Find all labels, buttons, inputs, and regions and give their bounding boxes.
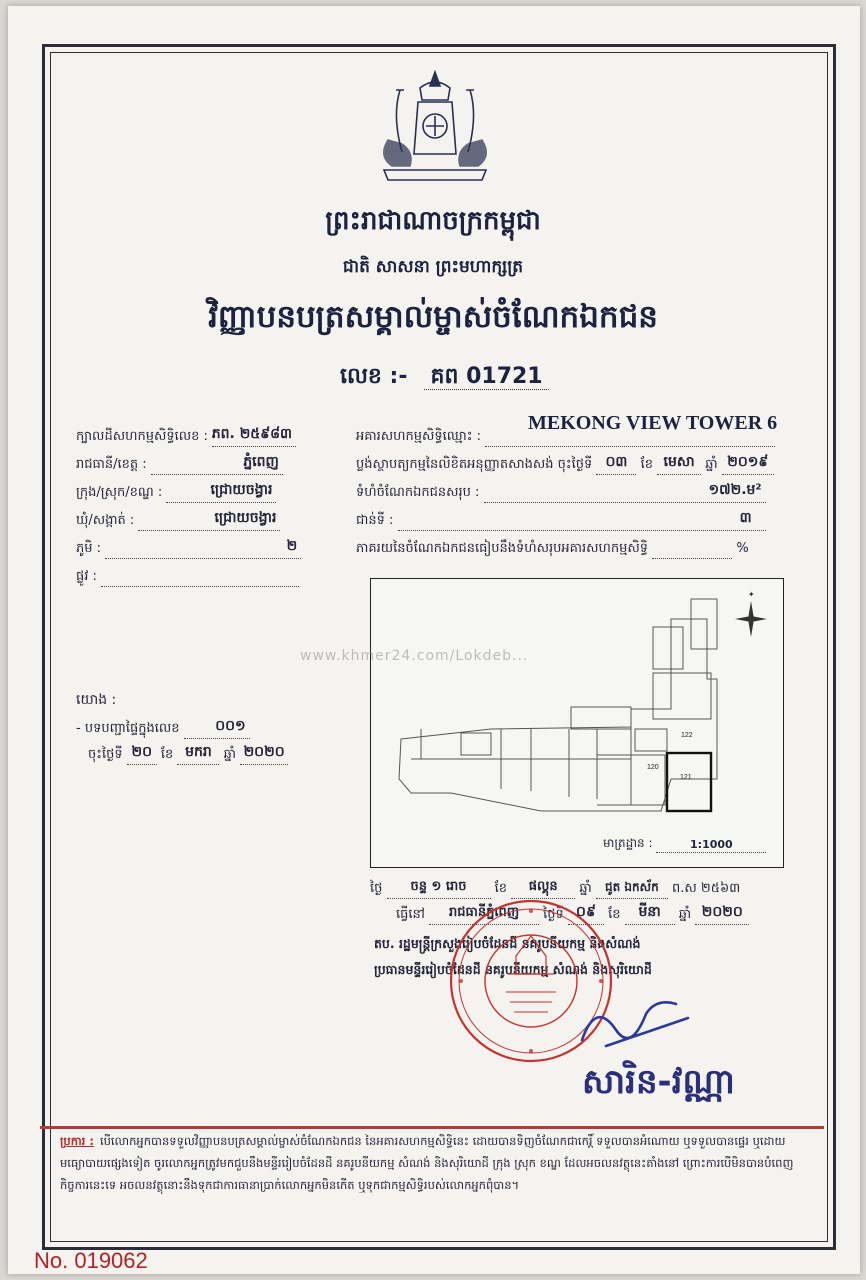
field-village: ភូមិ : ២ (76, 540, 301, 559)
field-private-area: ទំហំចំណែកឯកជនសរុប : ១៧២.ម² (356, 484, 766, 503)
reference-bylaw: - បទបញ្ជាផ្ទៃក្នុងលេខ ០០១ (76, 720, 250, 739)
field-land-title-number: ក្បាលដីសហកម្មសិទ្ធិលេខ : ភព. ២៥៩៨៣ (76, 428, 296, 447)
plan-scale: មាត្រដ្ឋាន : 1:1000 (603, 835, 766, 853)
watermark-text: www.khmer24.com/Lokdeb... (300, 648, 529, 664)
certificate-number-label: លេខ :- (340, 364, 408, 389)
field-street: ផ្លូវ : (76, 568, 299, 587)
field-floor: ជាន់ទី : ៣ (356, 512, 766, 531)
lunar-date: ថ្ងៃ ចន្ទ ១ រោច ខែ ផល្គុន ឆ្នាំ ជូត ឯកស័ក ព.ស ២៥៦៣ (370, 880, 740, 899)
field-province: រាជធានី/ខេត្ត : ភ្នំពេញ (76, 456, 283, 475)
national-motto: ជាតិ សាសនា ព្រះមហាក្សត្រ (342, 257, 524, 277)
notice-text: បើលោកអ្នកបានទទួលវិញ្ញាបនបត្រសម្គាល់ម្ចាស់ចំណែកឯកជន នៃអគារសហកម្មសិទ្ធិនេះ ដោយបានទិញចំណែកជាកេរ្តិ៍ ទទួលបានអំណោយ ឬទទួលបានផ្ទេរ ឬដោយមធ្យោបាយផ្សេងទៀត ចូរលោកអ្នកត្រូវមកជួបនឹងមន្ទីររៀបចំដែនដី នគរូបនីយកម្ម សំណង់ និងសុរិយោដី ក្រុង ស្រុក ខណ្ឌ ដែលអចលនវត្ថុនេះតាំងនៅ ព្រោះការបើមិនបានបំពេញកិច្ចការនេះទេ អចលនវត្ថុនោះនឹងទុកជាការធានាប្រាក់លោកអ្នកមិនកើត ឬទុកជាកម្មសិទ្ធិរបស់លោកអ្នកពុំបាន។ (60, 1134, 794, 1192)
north-arrow-icon (735, 590, 767, 637)
certificate-number (340, 362, 549, 394)
floor-plan-drawing (371, 579, 783, 867)
field-permit-date: ប្លង់ស្ថាបត្យកម្មនៃលិខិតអនុញ្ញាតសាងសង់ ចុះថ្ងៃទី ០៣ ខែ មេសា ឆ្នាំ ២០១៩ (356, 456, 774, 475)
building-name-value: MEKONG VIEW TOWER 6 (528, 412, 778, 434)
field-share-percentage: ភាគរយនៃចំណែកឯកជនធៀបនឹងទំហំសរុបអគារសហកម្មសិទ្ធិ % (356, 540, 749, 559)
notice-heading: ប្រការ : (60, 1134, 94, 1148)
notice-divider (40, 1126, 824, 1129)
plan-unit-121: 121 (680, 774, 692, 781)
reference-date: ចុះថ្ងៃទី ២០ ខែ មករា ឆ្នាំ ២០២០ (88, 746, 288, 765)
made-at-date: ធ្វើនៅ រាជធានីភ្នំពេញ ថ្ងៃទី ០៩ ខែ មីនា ឆ្នាំ ២០២០ (396, 906, 749, 925)
kingdom-heading: ព្រះរាជាណាចក្រកម្ពុជា (325, 206, 541, 236)
field-building-name: អគារសហកម្មសិទ្ធិឈ្មោះ : (356, 428, 775, 447)
plan-unit-120: 120 (647, 764, 659, 771)
royal-coat-of-arms-icon (370, 66, 500, 186)
serial-number: No. 019062 (34, 1248, 148, 1273)
certificate-number-value: គព 01721 (424, 364, 548, 390)
signatory-name: សារិន-វណ្ណា (582, 1062, 735, 1102)
reference-title: យោង : (76, 692, 117, 708)
svg-text:✦: ✦ (748, 590, 755, 599)
notice-block (60, 1130, 810, 1196)
field-district: ក្រុង/ស្រុក/ខណ្ឌ : ជ្រោយចង្វារ (76, 484, 276, 503)
certificate-title: វិញ្ញាបនបត្រសម្គាល់ម្ចាស់ចំណែកឯកជន (208, 299, 658, 335)
handwritten-signature-icon (576, 990, 696, 1060)
signatory-line-1: តប. រដ្ឋមន្ត្រីក្រសួងរៀបចំដែនដី នគរូបនីយកម្ម និងសំណង់ (374, 936, 641, 951)
floor-plan (370, 578, 784, 868)
plan-unit-122: 122 (681, 732, 693, 739)
field-commune: ឃុំ/សង្កាត់ : ជ្រោយចង្វារ (76, 512, 280, 531)
signatory-line-2: ប្រធានមន្ទីររៀបចំដែនដី នគរូបនីយកម្ម សំណង់ និងសុរិយោដី (374, 962, 652, 977)
